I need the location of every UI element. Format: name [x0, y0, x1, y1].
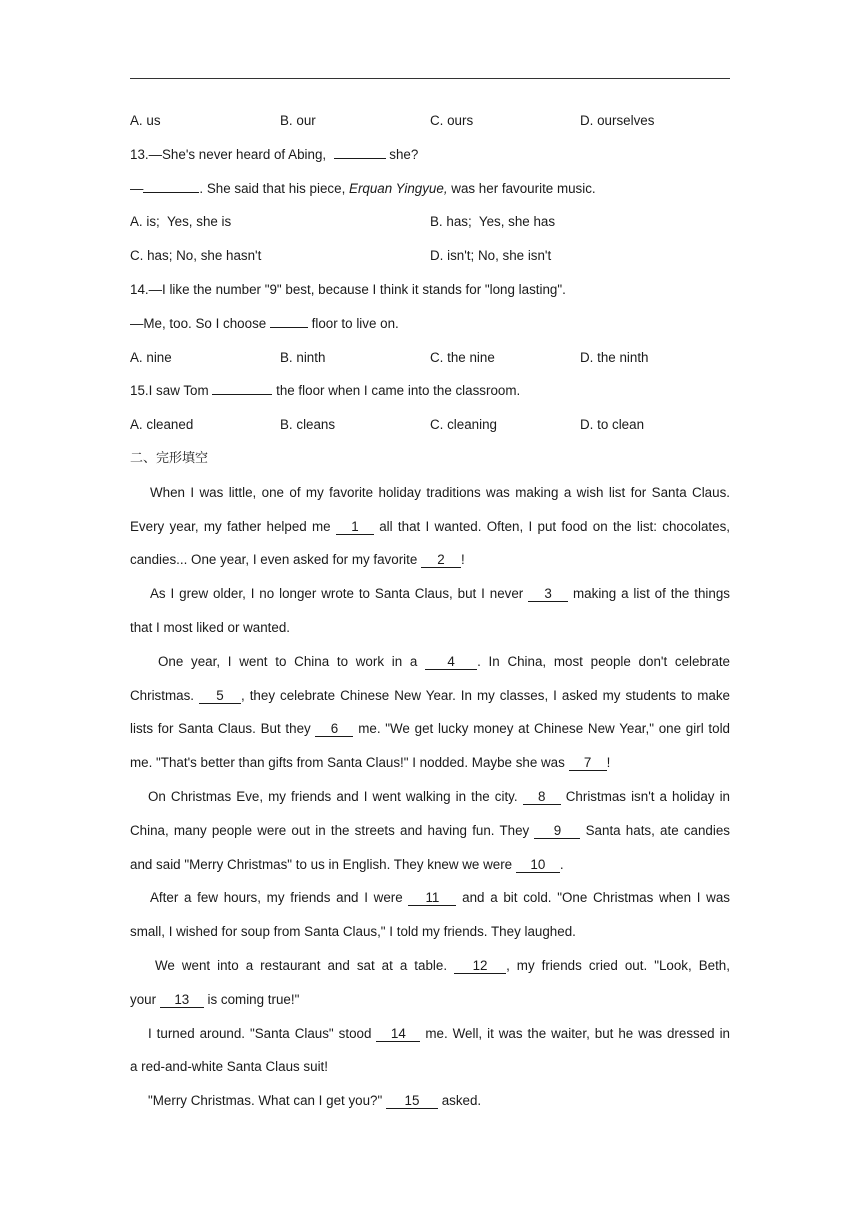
passage-text: On Christmas Eve, my friends and I went walking in the city.	[148, 788, 523, 804]
passage-p2-line2: that I most liked or wanted.	[130, 619, 291, 635]
passage-p7-line2: a red-and-white Santa Claus suit!	[130, 1059, 328, 1075]
passage-text: me. Well, it was the waiter, but he was dressed in	[420, 1025, 731, 1041]
q14-reply	[130, 307, 730, 341]
q15-blank[interactable]	[212, 394, 272, 395]
q14-reply-text: —Me, too. So I choose	[130, 315, 270, 331]
passage-p6-line1	[130, 949, 730, 983]
q15-stem-text: 15.I saw Tom	[130, 383, 213, 399]
passage-p7-line1	[130, 1017, 730, 1051]
passage-p6-line2	[130, 983, 730, 1017]
passage-text: asked.	[437, 1093, 482, 1109]
q13-option-a[interactable]: A. is; Yes, she is	[130, 214, 232, 230]
passage-text: After a few hours, my friends and I were	[150, 890, 409, 906]
passage-p4-line2	[130, 814, 730, 848]
q15-stem-text-end: the floor when I came into the classroom.	[272, 383, 521, 399]
q13-option-c[interactable]: C. has; No, she hasn't	[130, 248, 262, 264]
blank-10[interactable]: 10	[516, 857, 560, 873]
passage-p5-line2: small, I wished for soup from Santa Claus," I told my friends. They laughed.	[130, 924, 576, 940]
passage-p1-line2	[130, 510, 730, 544]
blank-4[interactable]: 4	[425, 654, 477, 670]
blank-3[interactable]: 3	[528, 586, 568, 602]
passage-text: is coming true!"	[203, 991, 300, 1007]
passage-text: Every year, my father helped me	[130, 518, 336, 534]
passage-text: I turned around. "Santa Claus" stood	[148, 1025, 377, 1041]
passage-text: !	[606, 755, 611, 771]
passage-p8-line1	[130, 1084, 730, 1118]
blank-6[interactable]: 6	[315, 721, 353, 737]
passage-text: and said "Merry Christmas" to us in English. They knew we were	[130, 856, 516, 872]
blank-13[interactable]: 13	[160, 992, 204, 1008]
passage-text: As I grew older, I no longer wrote to Santa Claus, but I never	[150, 586, 529, 602]
header-rule	[130, 78, 730, 79]
passage-text: We went into a restaurant and sat at a table.	[155, 957, 455, 973]
blank-14[interactable]: 14	[376, 1026, 420, 1042]
q12-option-d[interactable]: D. ourselves	[580, 113, 655, 128]
q15-options	[130, 408, 730, 442]
passage-text: Christmas isn't a holiday in	[560, 788, 730, 804]
passage-text: One year, I went to China to work in a	[158, 653, 426, 669]
passage-p4-line1	[130, 780, 730, 814]
q12-option-a[interactable]: A. us	[130, 113, 161, 128]
q13-reply-title: Erquan Yingyue,	[349, 180, 448, 196]
passage-text: "Merry Christmas. What can I get you?"	[148, 1093, 386, 1109]
q13-option-d[interactable]: D. isn't; No, she isn't	[430, 248, 552, 264]
q13-option-b[interactable]: B. has; Yes, she has	[430, 214, 556, 230]
passage-p1-line3	[130, 543, 730, 577]
passage-text: all that I wanted. Often, I put food on the list: chocolates,	[373, 518, 730, 534]
q12-options	[130, 104, 730, 138]
q14-options	[130, 341, 730, 375]
q15-option-b[interactable]: B. cleans	[280, 417, 336, 433]
section-title: 二、完形填空	[130, 450, 209, 466]
q14-blank[interactable]	[270, 327, 308, 328]
passage-text: me. "We get lucky money at Chinese New Year," one girl told	[353, 721, 730, 737]
passage-text: !	[461, 552, 465, 568]
q12-option-b[interactable]: B. our	[280, 113, 316, 128]
q15-option-d[interactable]: D. to clean	[580, 417, 645, 433]
q14-stem: 14.—I like the number "9" best, because I think it stands for "long lasting".	[130, 281, 566, 297]
q15-option-c[interactable]: C. cleaning	[430, 417, 497, 433]
q13-stem-text-end: she?	[385, 146, 419, 162]
q13-reply	[130, 172, 730, 206]
q14-reply-text-end: floor to live on.	[307, 315, 399, 331]
passage-text: me. "That's better than gifts from Santa Claus!" I nodded. Maybe she was	[130, 755, 569, 771]
passage-text: making a list of the things	[568, 586, 730, 602]
q13-blank[interactable]	[334, 158, 386, 159]
passage-p1-line1: When I was little, one of my favorite holiday traditions was making a wish list for Santa Claus.	[150, 484, 730, 500]
q13-options-row1	[130, 205, 730, 239]
blank-12[interactable]: 12	[454, 958, 506, 974]
blank-15[interactable]: 15	[386, 1093, 438, 1109]
q14-option-c[interactable]: C. the nine	[430, 349, 495, 365]
passage-p3-line1	[130, 645, 730, 679]
passage-text: China, many people were out in the streets and having fun. They	[130, 822, 535, 838]
q13-reply-blank[interactable]	[143, 192, 199, 193]
passage-text: your	[130, 991, 160, 1007]
passage-p2-line1	[130, 577, 730, 611]
q14-option-d[interactable]: D. the ninth	[580, 349, 649, 365]
q13-reply-dash: —	[130, 180, 144, 196]
passage-text: lists for Santa Claus. But they	[130, 721, 316, 737]
passage-text: , they celebrate Chinese New Year. In my classes, I asked my students to make	[240, 687, 730, 703]
q13-options-row2	[130, 239, 730, 273]
passage-text: Santa hats, ate candies	[580, 822, 730, 838]
passage-p5-line1	[130, 881, 730, 915]
passage-p3-line3	[130, 712, 730, 746]
q15-option-a[interactable]: A. cleaned	[130, 417, 194, 433]
blank-2[interactable]: 2	[421, 552, 461, 568]
blank-9[interactable]: 9	[534, 823, 580, 839]
blank-8[interactable]: 8	[523, 789, 561, 805]
q14-option-b[interactable]: B. ninth	[280, 349, 326, 365]
q13-stem-text: 13.—She's never heard of Abing,	[130, 146, 334, 162]
blank-1[interactable]: 1	[336, 519, 374, 535]
worksheet-content	[130, 104, 730, 1118]
q14-option-a[interactable]: A. nine	[130, 349, 172, 365]
passage-text: candies... One year, I even asked for my favorite	[130, 552, 422, 568]
q13-reply-text: . She said that his piece,	[199, 180, 350, 196]
q12-option-c[interactable]: C. ours	[430, 113, 474, 128]
blank-5[interactable]: 5	[199, 688, 241, 704]
passage-text: .	[559, 856, 564, 872]
q13-reply-text-end: was her favourite music.	[447, 180, 596, 196]
passage-text: . In China, most people don't celebrate	[477, 653, 730, 669]
passage-text: and a bit cold. "One Christmas when I was	[456, 890, 730, 906]
passage-p4-line3	[130, 848, 730, 882]
q13-stem	[130, 138, 730, 172]
passage-p3-line2	[130, 679, 730, 713]
blank-7[interactable]: 7	[569, 755, 607, 771]
passage-p3-line4	[130, 746, 730, 780]
passage-text: , my friends cried out. "Look, Beth,	[506, 957, 730, 973]
passage-text: Christmas.	[130, 687, 199, 703]
q15-stem	[130, 374, 730, 408]
blank-11[interactable]: 11	[408, 890, 456, 906]
